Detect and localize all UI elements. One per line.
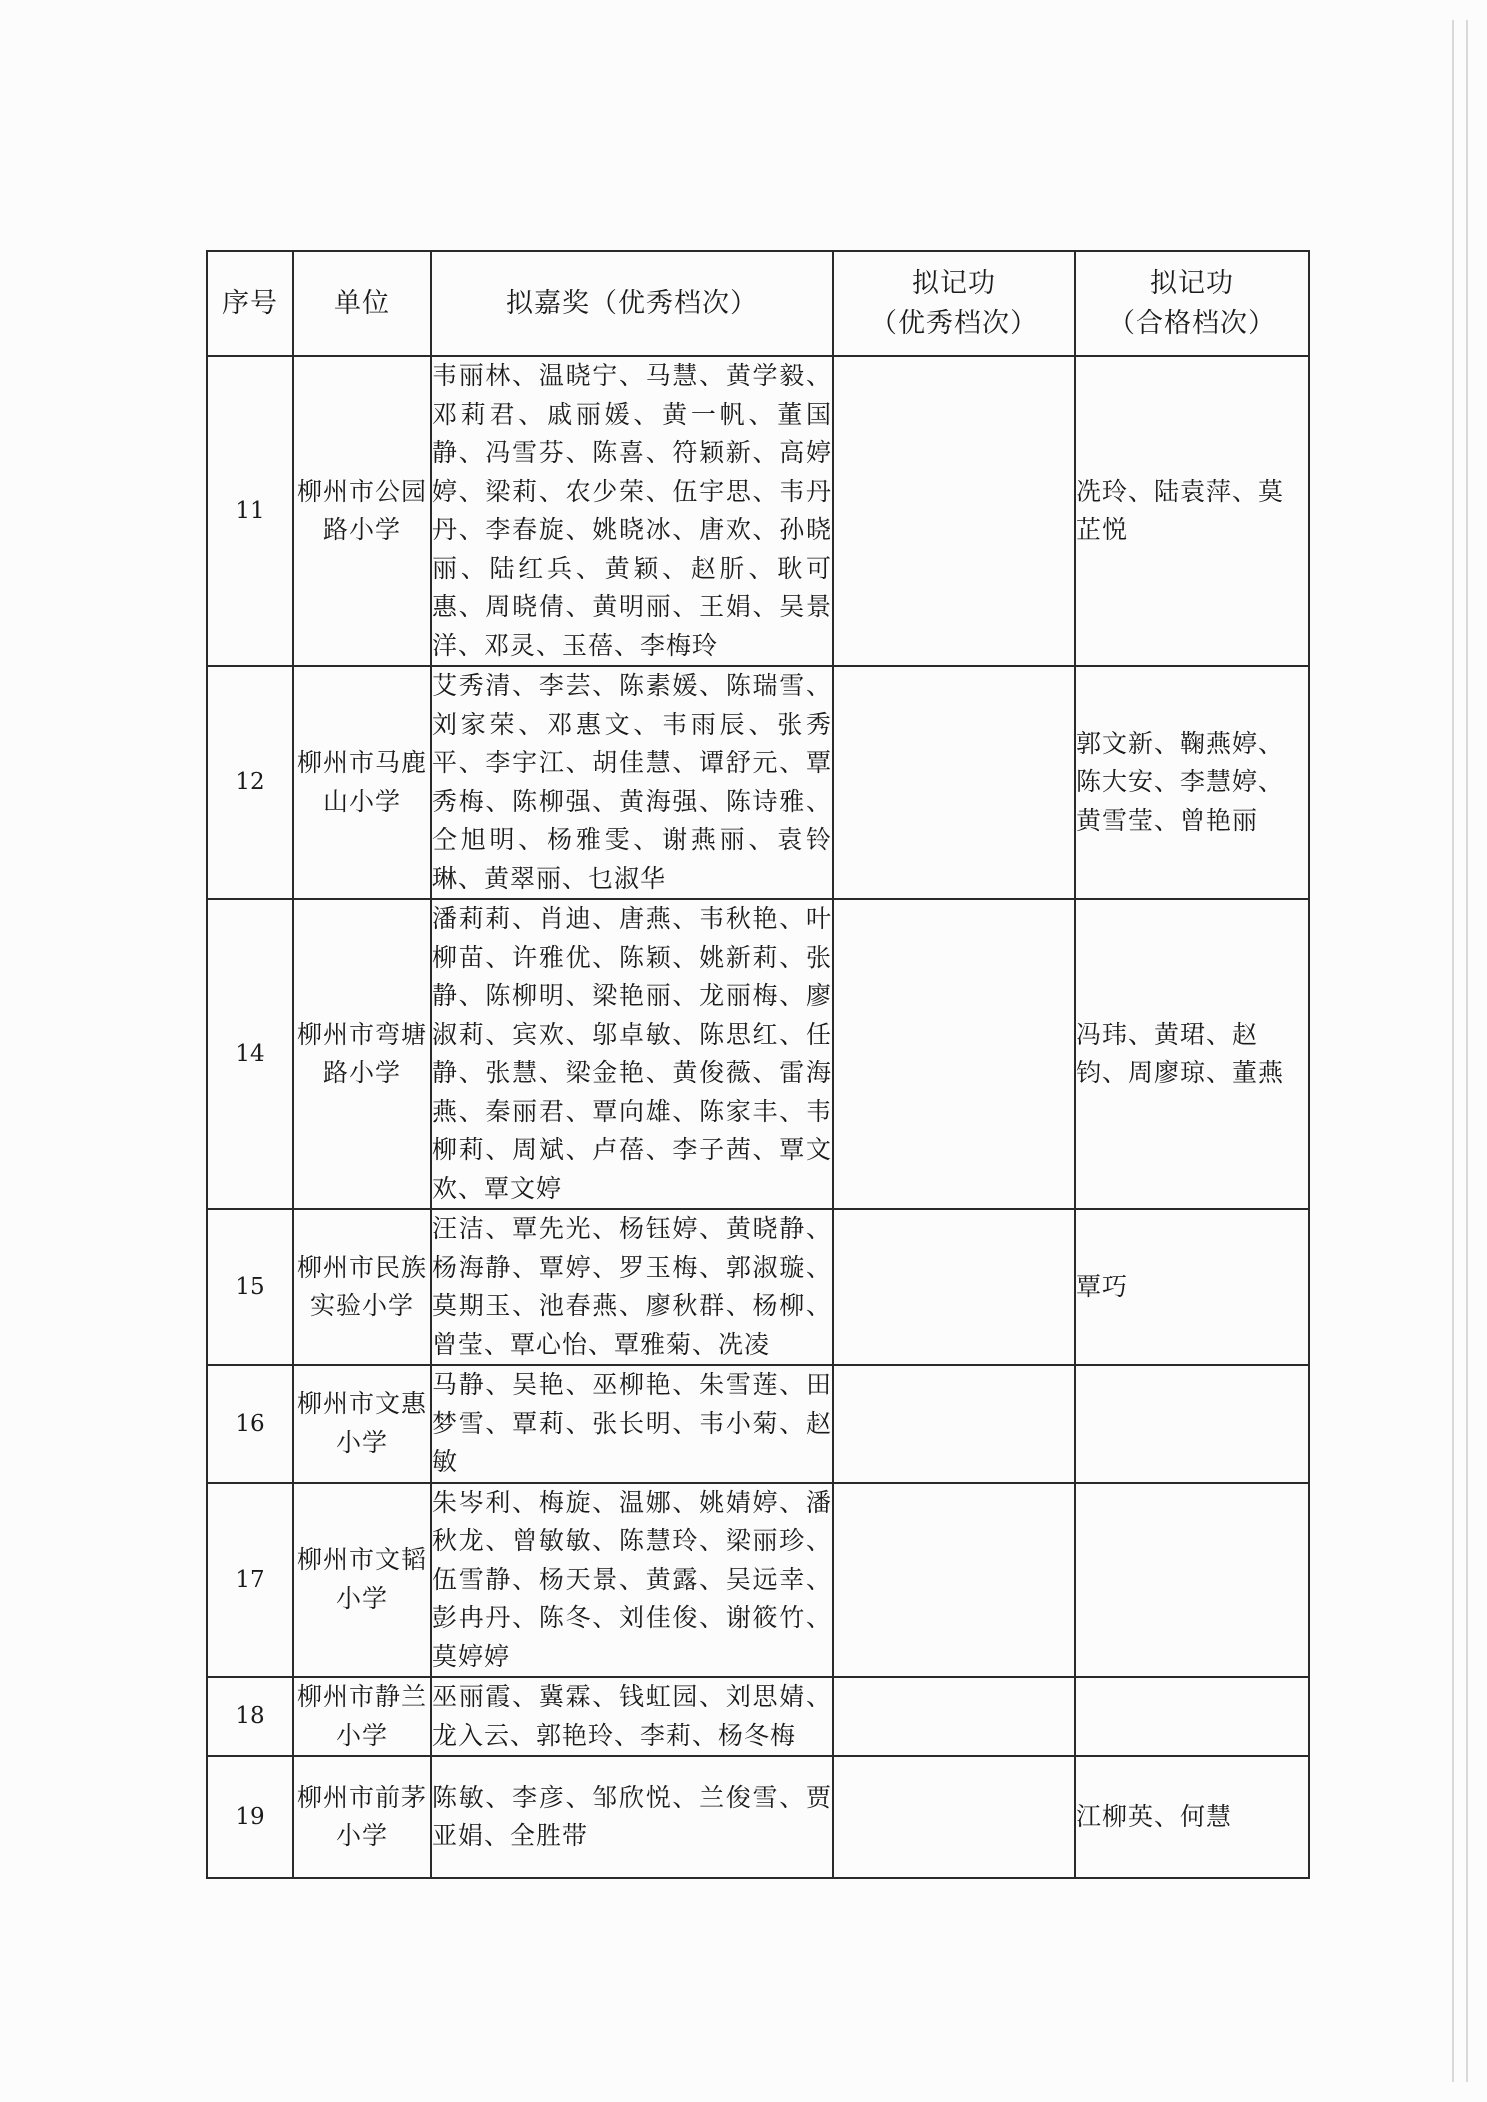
row-number: 16 xyxy=(207,1365,293,1483)
row-merit-excellent xyxy=(833,1209,1075,1365)
row-merit-qualified xyxy=(1075,1483,1309,1678)
scan-edge-line xyxy=(1452,20,1454,2082)
row-unit: 柳州市前茅小学 xyxy=(293,1756,431,1878)
row-commend-names: 朱岑利、梅旋、温娜、姚婧婷、潘秋龙、曾敏敏、陈慧玲、梁丽珍、伍雪静、杨天景、黄露、吴远幸、彭冉丹、陈冬、刘佳俊、谢筱竹、莫婷婷 xyxy=(431,1483,833,1678)
row-unit: 柳州市文韬小学 xyxy=(293,1483,431,1678)
table-row xyxy=(207,1483,1309,1678)
row-number: 11 xyxy=(207,356,293,666)
awards-table xyxy=(206,250,1310,1879)
table-row xyxy=(207,1677,1309,1756)
row-number: 17 xyxy=(207,1483,293,1678)
header-merit-excellent-line2: （优秀档次） xyxy=(870,307,1038,339)
row-commend-names: 巫丽霞、冀霖、钱虹园、刘思婧、龙入云、郭艳玲、李莉、杨冬梅 xyxy=(431,1677,833,1756)
row-number: 14 xyxy=(207,899,293,1209)
header-merit-qualified-line1: 拟记功 xyxy=(1150,267,1234,299)
row-merit-qualified xyxy=(1075,1677,1309,1756)
scan-edge-line xyxy=(1466,20,1468,2082)
header-merit-excellent xyxy=(833,251,1075,356)
row-merit-qualified: 覃巧 xyxy=(1075,1209,1309,1365)
row-unit: 柳州市民族实验小学 xyxy=(293,1209,431,1365)
row-unit: 柳州市文惠小学 xyxy=(293,1365,431,1483)
row-merit-excellent xyxy=(833,1677,1075,1756)
header-unit: 单位 xyxy=(293,251,431,356)
row-merit-qualified xyxy=(1075,1365,1309,1483)
table-row xyxy=(207,1365,1309,1483)
row-commend-names: 潘莉莉、肖迪、唐燕、韦秋艳、叶柳苗、许雅优、陈颖、姚新莉、张静、陈柳明、梁艳丽、龙丽梅、廖淑莉、宾欢、邬卓敏、陈思红、任静、张慧、梁金艳、黄俊薇、雷海燕、秦丽君、覃向雄、陈家丰、韦柳莉、周斌、卢蓓、李子茜、覃文欢、覃文婷 xyxy=(431,899,833,1209)
row-commend-names: 汪洁、覃先光、杨钰婷、黄晓静、杨海静、覃婷、罗玉梅、郭淑璇、莫期玉、池春燕、廖秋群、杨柳、曾莹、覃心怡、覃雅菊、冼凌 xyxy=(431,1209,833,1365)
row-commend-names: 艾秀清、李芸、陈素媛、陈瑞雪、刘家荣、邓惠文、韦雨辰、张秀平、李宇江、胡佳慧、谭舒元、覃秀梅、陈柳强、黄海强、陈诗雅、仝旭明、杨雅雯、谢燕丽、袁铃琳、黄翠丽、乜淑华 xyxy=(431,666,833,899)
header-merit-excellent-line1: 拟记功 xyxy=(912,267,996,299)
header-commend: 拟嘉奖（优秀档次） xyxy=(431,251,833,356)
row-merit-qualified: 江柳英、何慧 xyxy=(1075,1756,1309,1878)
row-number: 18 xyxy=(207,1677,293,1756)
row-commend-names: 马静、吴艳、巫柳艳、朱雪莲、田梦雪、覃莉、张长明、韦小菊、赵敏 xyxy=(431,1365,833,1483)
row-number: 12 xyxy=(207,666,293,899)
row-merit-excellent xyxy=(833,666,1075,899)
row-unit: 柳州市公园路小学 xyxy=(293,356,431,666)
row-number: 19 xyxy=(207,1756,293,1878)
row-unit: 柳州市静兰小学 xyxy=(293,1677,431,1756)
header-no: 序号 xyxy=(207,251,293,356)
row-merit-excellent xyxy=(833,1483,1075,1678)
row-commend-names: 陈敏、李彦、邹欣悦、兰俊雪、贾亚娟、全胜带 xyxy=(431,1756,833,1878)
row-merit-excellent xyxy=(833,1756,1075,1878)
row-commend-names: 韦丽林、温晓宁、马慧、黄学毅、邓莉君、戚丽媛、黄一帆、董国静、冯雪芬、陈喜、符颖新、高婷婷、梁莉、农少荣、伍宇思、韦丹丹、李春旋、姚晓冰、唐欢、孙晓丽、陆红兵、黄颖、赵肵、耿可惠、周晓倩、黄明丽、王娟、吴景洋、邓灵、玉蓓、李梅玲 xyxy=(431,356,833,666)
row-unit: 柳州市马鹿山小学 xyxy=(293,666,431,899)
table-row xyxy=(207,666,1309,899)
row-merit-qualified: 郭文新、鞠燕婷、陈大安、李慧婷、黄雪莹、曾艳丽 xyxy=(1075,666,1309,899)
row-merit-qualified: 冼玲、陆袁萍、莫芷悦 xyxy=(1075,356,1309,666)
header-merit-qualified xyxy=(1075,251,1309,356)
row-number: 15 xyxy=(207,1209,293,1365)
row-merit-excellent xyxy=(833,899,1075,1209)
row-unit: 柳州市弯塘路小学 xyxy=(293,899,431,1209)
table-row xyxy=(207,1756,1309,1878)
table-header-row xyxy=(207,251,1309,356)
table-row xyxy=(207,356,1309,666)
header-merit-qualified-line2: （合格档次） xyxy=(1108,307,1276,339)
table-row xyxy=(207,899,1309,1209)
row-merit-excellent xyxy=(833,356,1075,666)
row-merit-excellent xyxy=(833,1365,1075,1483)
row-merit-qualified: 冯玮、黄珺、赵钧、周廖琼、董燕 xyxy=(1075,899,1309,1209)
table-row xyxy=(207,1209,1309,1365)
